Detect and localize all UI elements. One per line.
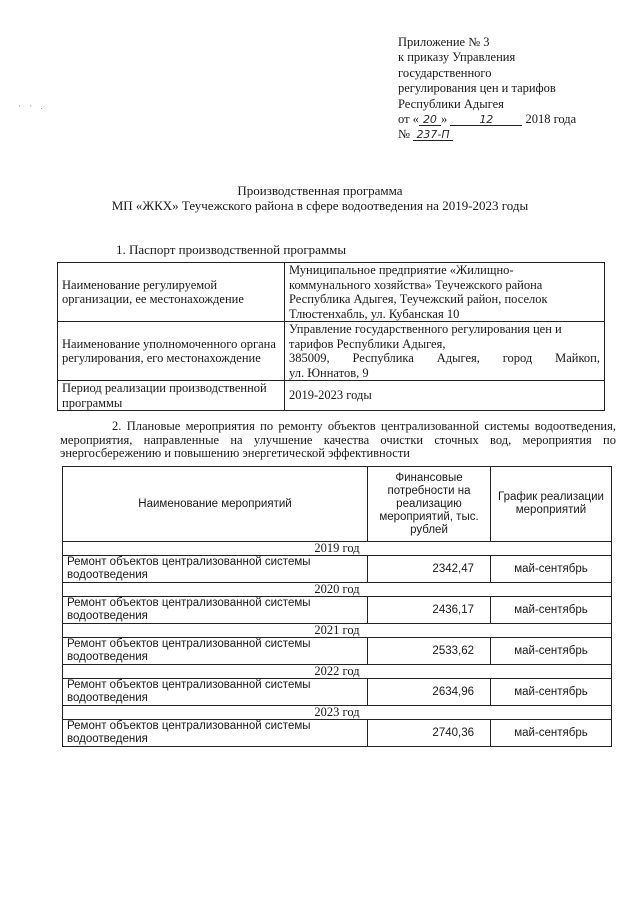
value-line: ул. Юннатов, 9	[289, 365, 369, 380]
measures-header-row	[63, 467, 612, 542]
date-prefix: от «	[398, 112, 419, 127]
activity-period: май-сентябрь	[491, 679, 612, 706]
scan-artifact: · · .	[18, 101, 46, 111]
header-activity: Наименование мероприятий	[63, 467, 368, 542]
value-line: Республика Адыгея, Теучежский район, поселок	[289, 292, 548, 306]
year-row	[63, 542, 612, 556]
appendix-line: Приложение № 3	[398, 35, 490, 49]
activity-name: Ремонт объектов централизованной системы водоотведения	[63, 556, 368, 583]
passport-value	[285, 263, 605, 322]
header-schedule: График реализации мероприятий	[491, 467, 612, 542]
section1-heading: 1. Паспорт производственной программы	[116, 242, 347, 257]
section2-text: 2. Плановые мероприятия по ремонту объектов централизованной системы водоотведения, мероприятия, направленные на улучшение качества очистки сточных вод, мероприятия по энергосбережению и повышению энергетической эффективности	[60, 419, 616, 460]
passport-row	[58, 263, 605, 322]
passport-row	[58, 322, 605, 381]
passport-label: Наименование уполномоченного органа регулирования, его местонахождение	[58, 322, 285, 381]
date-month: 12	[450, 114, 522, 126]
activity-period: май-сентябрь	[491, 556, 612, 583]
year-row	[63, 583, 612, 597]
activity-amount: 2342,47	[368, 556, 491, 583]
value-line: тарифов Республики Адыгея,	[289, 336, 446, 351]
appendix-block	[398, 35, 628, 143]
value-line: Управление государственного регулирования цен и	[289, 322, 562, 336]
activity-row	[63, 679, 612, 706]
activity-amount: 2740,36	[368, 720, 491, 747]
year-label: 2023 год	[63, 706, 612, 720]
year-label: 2020 год	[63, 583, 612, 597]
year-row	[63, 706, 612, 720]
passport-row	[58, 381, 605, 411]
date-suffix: 2018 года	[525, 112, 577, 127]
date-day: 20	[419, 114, 441, 126]
program-subtitle: МП «ЖКХ» Теучежского района в сфере водоотведения на 2019-2023 годы	[111, 198, 529, 213]
activity-period: май-сентябрь	[491, 597, 612, 624]
appendix-line: государственного	[398, 65, 492, 80]
activity-name: Ремонт объектов централизованной системы водоотведения	[63, 597, 368, 624]
value-line: Муниципальное предприятие «Жилищно-	[289, 263, 514, 277]
year-label: 2021 год	[63, 624, 612, 638]
activity-period: май-сентябрь	[491, 638, 612, 665]
appendix-line: Республики Адыгея	[398, 96, 504, 111]
year-row	[63, 624, 612, 638]
activity-name: Ремонт объектов централизованной системы водоотведения	[63, 720, 368, 747]
appendix-line: регулирования цен и тарифов	[398, 81, 556, 96]
activity-amount: 2436,17	[368, 597, 491, 624]
activity-row	[63, 720, 612, 747]
activity-row	[63, 638, 612, 665]
activity-name: Ремонт объектов централизованной системы водоотведения	[63, 638, 368, 665]
order-number-value: 237-П	[413, 129, 453, 141]
passport-value	[285, 381, 605, 411]
passport-label: Период реализации производственной программы	[58, 381, 285, 411]
activity-period: май-сентябрь	[491, 720, 612, 747]
activity-row	[63, 556, 612, 583]
passport-value	[285, 322, 605, 381]
header-money: Финансовые потребности на реализацию мероприятий, тыс. рублей	[368, 467, 491, 542]
activity-name: Ремонт объектов централизованной системы водоотведения	[63, 679, 368, 706]
value-line: Тлюстенхабль, ул. Кубанская 10	[289, 306, 460, 321]
activity-amount: 2533,62	[368, 638, 491, 665]
passport-label: Наименование регулируемой организации, ее местонахождение	[58, 263, 285, 322]
value-line: коммунального хозяйства» Теучежского района	[289, 277, 543, 292]
year-label: 2019 год	[63, 542, 612, 556]
appendix-line: к приказу Управления	[398, 50, 516, 65]
year-row	[63, 665, 612, 679]
number-prefix: №	[398, 127, 410, 142]
date-mid: »	[440, 112, 448, 127]
measures-table	[62, 466, 612, 747]
activity-row	[63, 597, 612, 624]
year-label: 2022 год	[63, 665, 612, 679]
program-title: Производственная программа	[237, 183, 403, 198]
passport-table	[57, 262, 605, 411]
activity-amount: 2634,96	[368, 679, 491, 706]
value-line: 385009, Республика Адыгея, город Майкоп,	[289, 351, 600, 365]
order-date	[398, 112, 628, 127]
value-line: 2019-2023 годы	[289, 388, 372, 403]
order-number	[398, 127, 628, 142]
